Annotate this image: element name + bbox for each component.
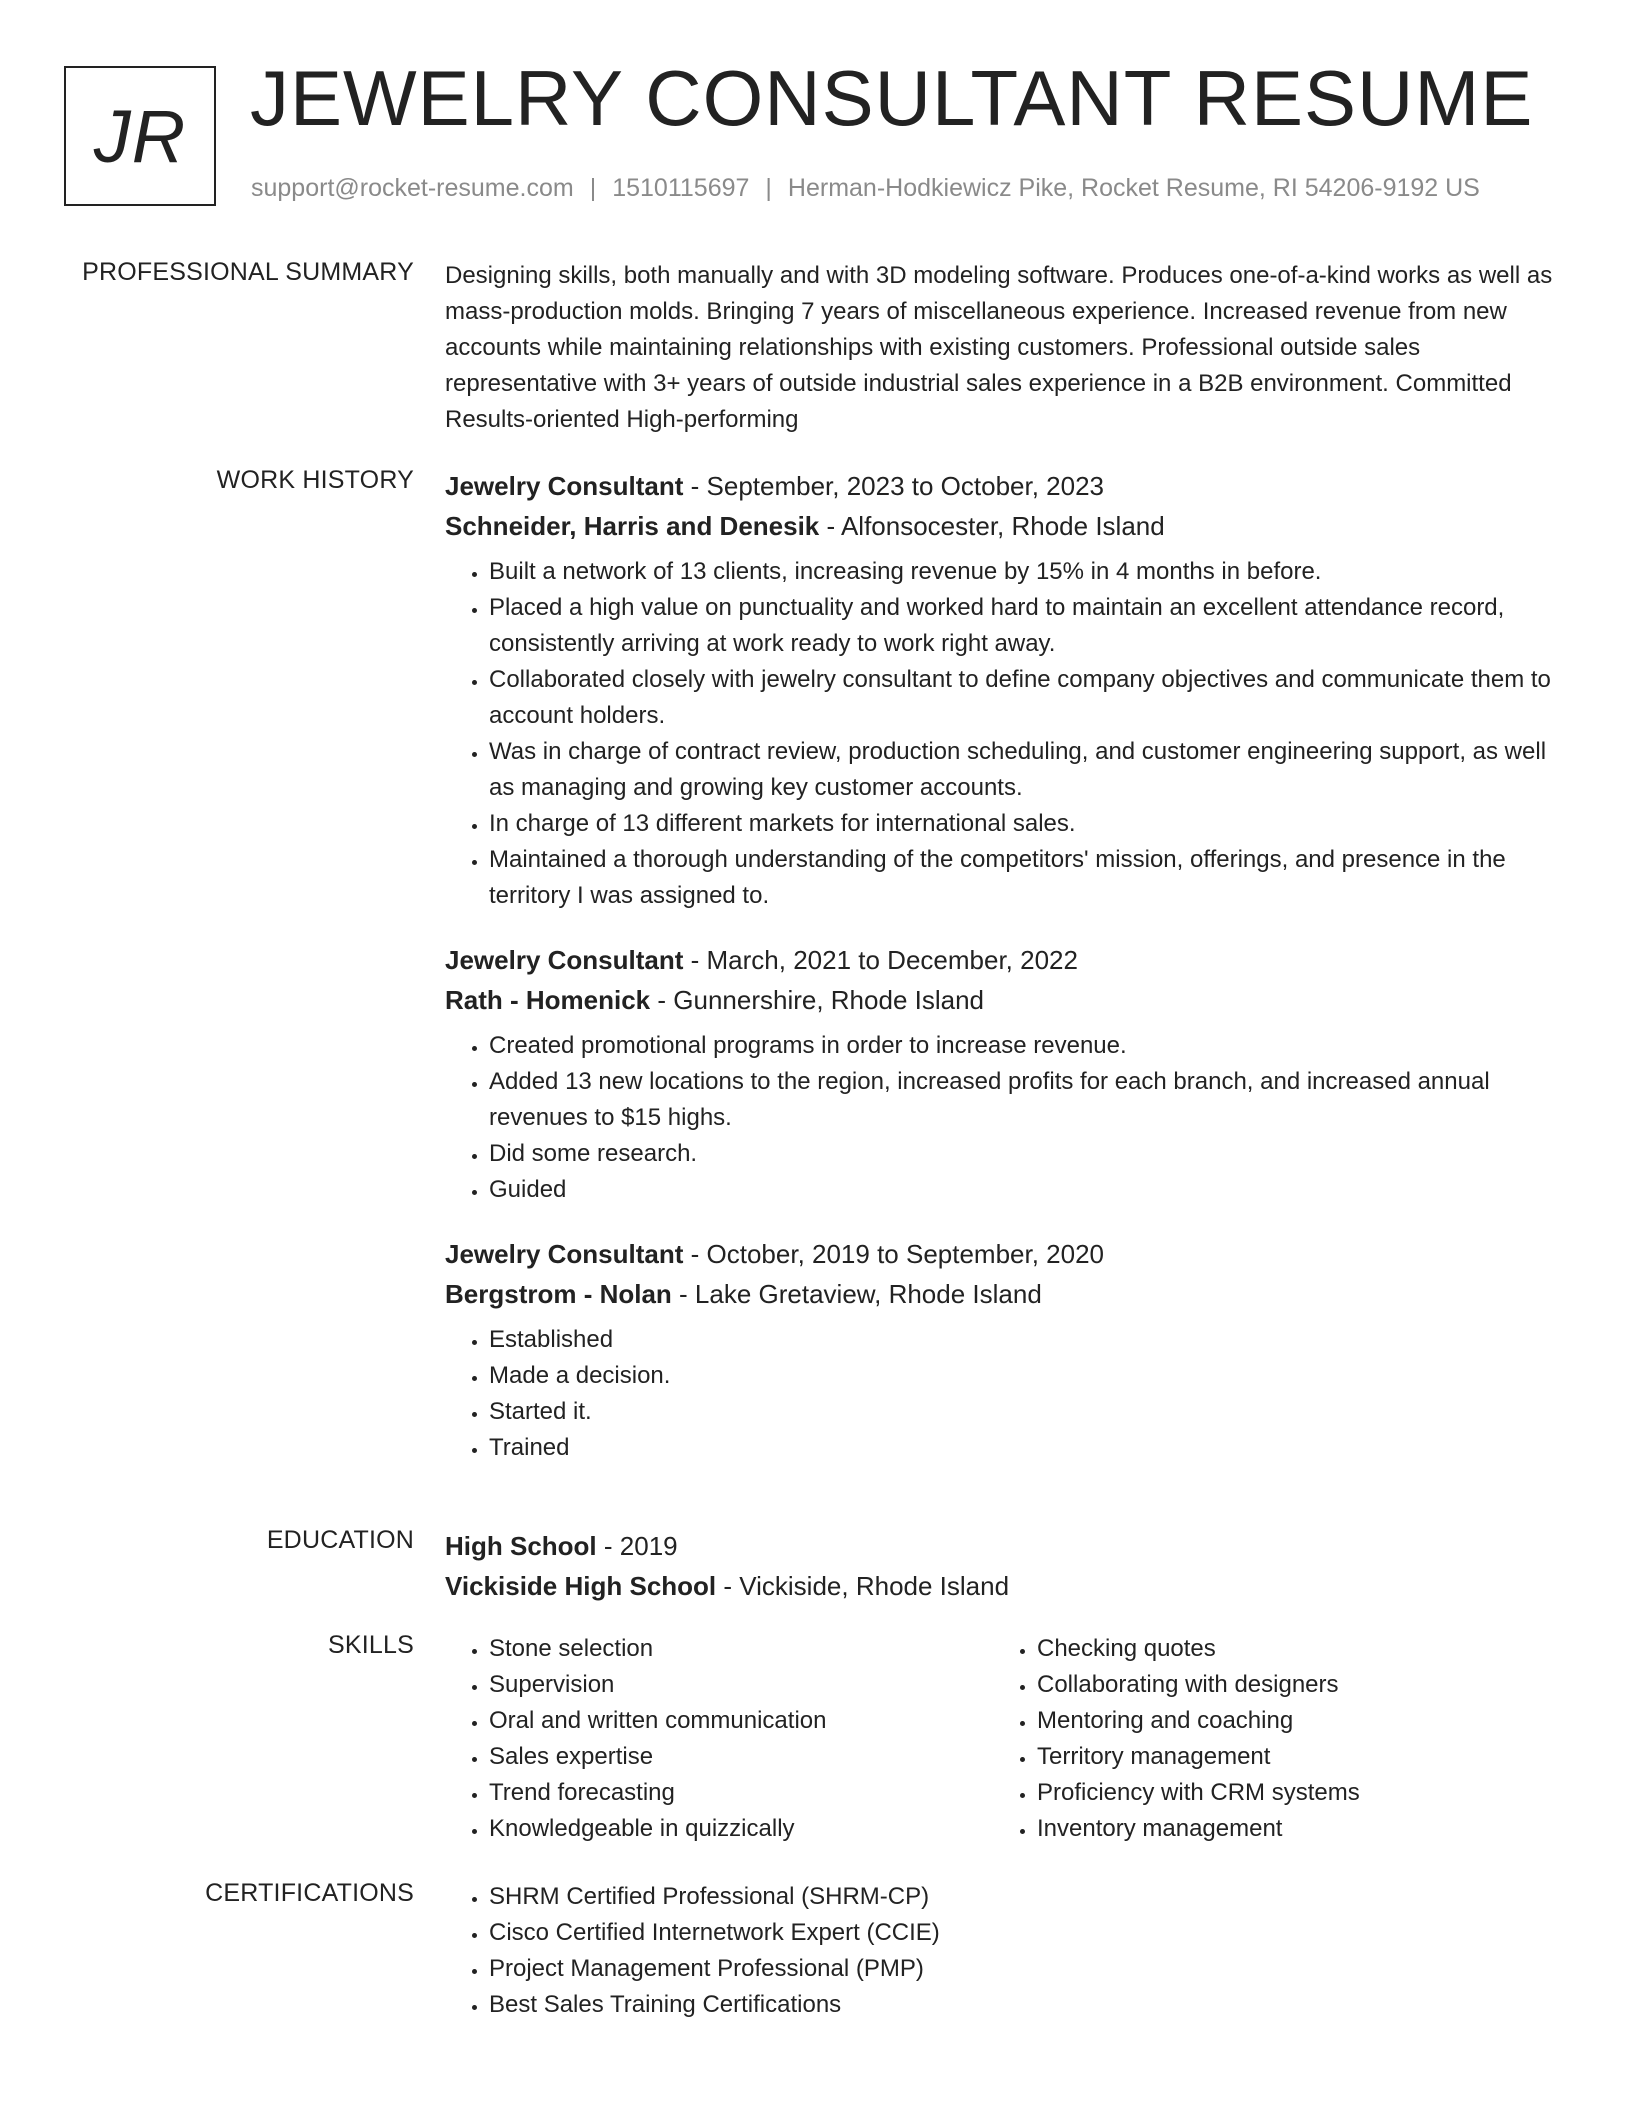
- certification-item: • Cisco Certified Internetwork Expert (CCIE): [489, 1915, 1560, 1951]
- job-title-line: [445, 940, 1560, 980]
- skills-column-right: [993, 1631, 1541, 1847]
- skill-item: • Supervision: [489, 1667, 993, 1703]
- education-school-line: [445, 1566, 1560, 1606]
- education-year: - 2019: [596, 1531, 678, 1561]
- job-bullet: • Guided: [489, 1172, 1560, 1208]
- job-entry: [445, 940, 1560, 1208]
- job-entry: [445, 1234, 1560, 1466]
- job-bullet-list: [445, 1322, 1560, 1466]
- skill-item: • Proficiency with CRM systems: [1037, 1775, 1541, 1811]
- section-label-education: EDUCATION: [266, 1526, 414, 1554]
- job-bullet: • Created promotional programs in order to increase revenue.: [489, 1028, 1560, 1064]
- skill-item: • Inventory management: [1037, 1811, 1541, 1847]
- skill-item: • Trend forecasting: [489, 1775, 993, 1811]
- skill-item: • Mentoring and coaching: [1037, 1703, 1541, 1739]
- job-bullet: • Trained: [489, 1430, 1560, 1466]
- section-label-work-history: WORK HISTORY: [216, 466, 414, 494]
- job-company-line: [445, 1274, 1560, 1314]
- skills-list-left: [445, 1631, 993, 1847]
- job-bullet-list: [445, 1028, 1560, 1208]
- job-entry: [445, 466, 1560, 914]
- contact-separator: |: [589, 174, 597, 202]
- job-location: - Alfonsocester, Rhode Island: [819, 511, 1165, 541]
- job-title: Jewelry Consultant: [445, 471, 684, 501]
- monogram-logo: [64, 66, 216, 206]
- skills-list-right: [993, 1631, 1541, 1847]
- education-degree-line: [445, 1526, 1560, 1566]
- job-bullet: • Made a decision.: [489, 1358, 1560, 1394]
- section-label-skills: SKILLS: [328, 1631, 414, 1659]
- job-dates: - September, 2023 to October, 2023: [683, 471, 1105, 501]
- education-location: - Vickiside, Rhode Island: [716, 1571, 1010, 1601]
- work-history-body: [445, 466, 1560, 1492]
- certification-item: • Project Management Professional (PMP): [489, 1951, 1560, 1987]
- contact-line: [251, 174, 1480, 203]
- contact-phone: 1510115697: [612, 174, 750, 202]
- job-location: - Lake Gretaview, Rhode Island: [671, 1279, 1042, 1309]
- contact-address: Herman-Hodkiewicz Pike, Rocket Resume, RI 54206-9192 US: [787, 174, 1480, 202]
- job-dates: - October, 2019 to September, 2020: [683, 1239, 1105, 1269]
- skill-item: • Collaborating with designers: [1037, 1667, 1541, 1703]
- section-label-summary: PROFESSIONAL SUMMARY: [82, 258, 414, 286]
- skill-item: • Knowledgeable in quizzically: [489, 1811, 993, 1847]
- skills-column-left: [445, 1631, 993, 1847]
- skill-item: • Stone selection: [489, 1631, 993, 1667]
- job-company: Bergstrom - Nolan: [445, 1279, 672, 1309]
- job-title: Jewelry Consultant: [445, 1239, 684, 1269]
- job-bullet: • Established: [489, 1322, 1560, 1358]
- contact-email[interactable]: support@rocket-resume.com: [251, 174, 574, 202]
- skills-body: [445, 1631, 1560, 1847]
- job-bullet: • In charge of 13 different markets for international sales.: [489, 806, 1560, 842]
- job-bullet-list: [445, 554, 1560, 914]
- summary-body: [445, 258, 1560, 438]
- education-degree: High School: [445, 1531, 597, 1561]
- job-bullet: • Started it.: [489, 1394, 1560, 1430]
- job-bullet: • Did some research.: [489, 1136, 1560, 1172]
- job-company-line: [445, 980, 1560, 1020]
- skill-item: • Oral and written communication: [489, 1703, 993, 1739]
- skill-item: • Checking quotes: [1037, 1631, 1541, 1667]
- job-dates: - March, 2021 to December, 2022: [683, 945, 1078, 975]
- contact-separator: |: [765, 174, 772, 202]
- education-body: [445, 1526, 1560, 1606]
- job-company: Schneider, Harris and Denesik: [445, 511, 820, 541]
- job-title-line: [445, 1234, 1560, 1274]
- job-title: Jewelry Consultant: [445, 945, 684, 975]
- summary-text: Designing skills, both manually and with 3D modeling software. Produces one-of-a-kind works as well as mass-production molds. Bringing 7 years of miscellaneous experience. Increased revenue from new accounts while maintaining relationships with existing customers. Professional outside sales representative with 3+ years of outside industrial sales experience in a B2B environment. Committed Results-oriented High-performing: [445, 262, 1553, 433]
- job-bullet: • Maintained a thorough understanding of the competitors' mission, offerings, and presence in the territory I was assigned to.: [489, 842, 1560, 914]
- skill-item: • Territory management: [1037, 1739, 1541, 1775]
- monogram-text: JR: [93, 94, 187, 178]
- job-bullet: • Was in charge of contract review, production scheduling, and customer engineering support, as well as managing and growing key customer accounts.: [489, 734, 1560, 806]
- job-company: Rath - Homenick: [445, 985, 651, 1015]
- job-bullet: • Built a network of 13 clients, increasing revenue by 15% in 4 months in before.: [489, 554, 1560, 590]
- skill-item: • Sales expertise: [489, 1739, 993, 1775]
- skills-grid: [445, 1631, 1560, 1847]
- job-title-line: [445, 466, 1560, 506]
- education-school: Vickiside High School: [445, 1571, 717, 1601]
- certification-item: • SHRM Certified Professional (SHRM-CP): [489, 1879, 1560, 1915]
- certification-item: • Best Sales Training Certifications: [489, 1987, 1560, 2023]
- certifications-list: [445, 1879, 1560, 2023]
- section-label-certifications: CERTIFICATIONS: [205, 1879, 414, 1907]
- job-bullet: • Collaborated closely with jewelry consultant to define company objectives and communicate them to account holders.: [489, 662, 1560, 734]
- job-company-line: [445, 506, 1560, 546]
- certifications-body: [445, 1879, 1560, 2023]
- job-bullet: • Placed a high value on punctuality and worked hard to maintain an excellent attendance record, consistently arriving at work ready to work right away.: [489, 590, 1560, 662]
- job-bullet: • Added 13 new locations to the region, increased profits for each branch, and increased annual revenues to $15 highs.: [489, 1064, 1560, 1136]
- resume-title: JEWELRY CONSULTANT RESUME: [250, 54, 1534, 142]
- job-location: - Gunnershire, Rhode Island: [650, 985, 985, 1015]
